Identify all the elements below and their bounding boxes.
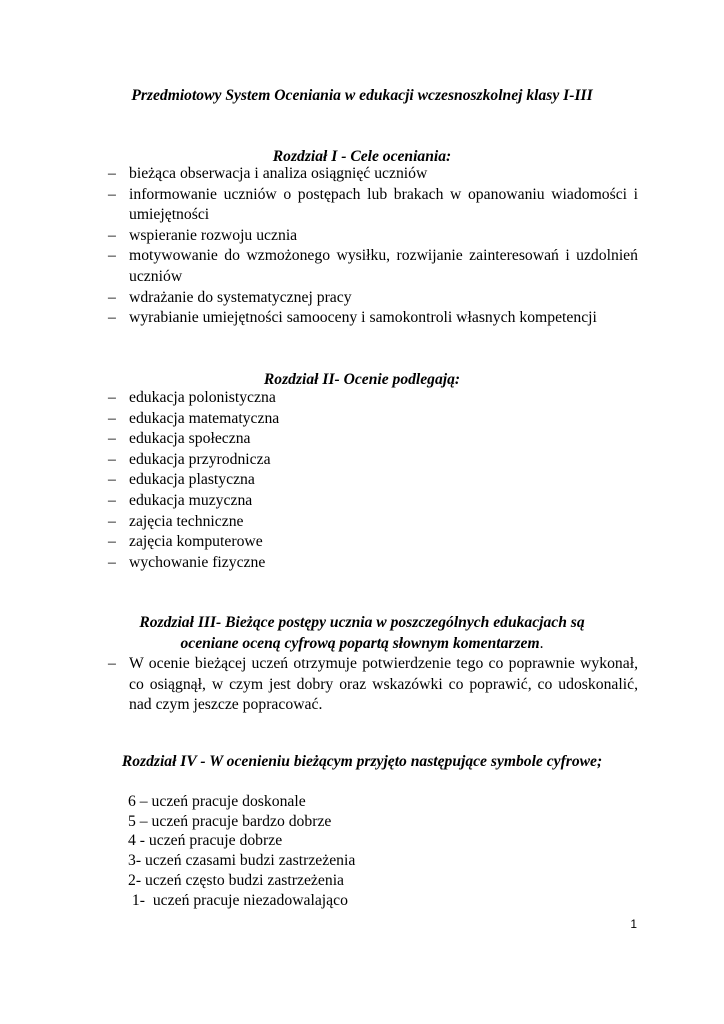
list-item: – wychowanie fizyczne (108, 553, 638, 574)
list-item: – edukacja społeczna (108, 429, 638, 450)
section-3-list (108, 654, 638, 716)
list-item: – wdrażanie do systematycznej pracy (108, 288, 638, 309)
grade-item: 6 – uczeń pracuje doskonale (128, 793, 306, 810)
list-item: – bieżąca obserwacja i analiza osiągnięć uczniów (108, 164, 638, 185)
grade-item: 2- uczeń często budzi zastrzeżenia (128, 871, 345, 889)
section-3-heading-line-1: Rozdział III- Bieżące postępy ucznia w poszczególnych edukacjach są (139, 614, 585, 631)
section-2-heading: Rozdział II- Ocenie podlegają: (263, 371, 461, 388)
list-item: – W ocenie bieżącej uczeń otrzymuje potwierdzenie tego co poprawnie wykonał, co osiągnął, w czym jest dobry oraz wskazówki co poprawić, co udoskonalić, nad czym jeszcze popracować. (108, 654, 638, 716)
grade-item: 4 - uczeń pracuje dobrze (128, 832, 283, 850)
list-item: – wyrabianie umiejętności samooceny i samokontroli własnych kompetencji (108, 308, 638, 329)
section-1-list (108, 164, 638, 329)
list-item: – edukacja plastyczna (108, 470, 638, 491)
grade-item: 3- uczeń czasami budzi zastrzeżenia (128, 852, 356, 870)
list-item: – edukacja muzyczna (108, 491, 638, 512)
list-item: – zajęcia komputerowe (108, 532, 638, 553)
section-3-heading-line-2 (0, 634, 724, 655)
list-item: – edukacja polonistyczna (108, 388, 638, 409)
document-title: Przedmiotowy System Oceniania w edukacji wczesnoszkolnej klasy I-III (131, 87, 593, 104)
grade-item: 5 – uczeń pracuje bardzo dobrze (128, 812, 332, 830)
section-2-list (108, 388, 638, 573)
grade-symbols-list (128, 792, 355, 910)
list-item: – edukacja matematyczna (108, 409, 638, 430)
list-item: – wspieranie rozwoju ucznia (108, 226, 638, 247)
list-item: – edukacja przyrodnicza (108, 450, 638, 471)
list-item: – informowanie uczniów o postępach lub brakach w opanowaniu wiadomości i umiejętności (108, 185, 638, 226)
list-item: – motywowanie do wzmożonego wysiłku, rozwijanie zainteresowań i uzdolnień uczniów (108, 246, 638, 287)
section-3-heading-period: . (539, 634, 544, 652)
page-number: 1 (630, 917, 637, 931)
list-item: – zajęcia techniczne (108, 512, 638, 533)
section-4-heading: Rozdział IV - W ocenieniu bieżącym przyjęto następujące symbole cyfrowe; (121, 753, 603, 770)
section-1-heading: Rozdział I - Cele oceniania: (272, 148, 452, 165)
section-3-heading (0, 613, 724, 654)
grade-item: 1- uczeń pracuje niezadowalająco (128, 891, 348, 909)
section-3-heading-line-2-text: oceniane oceną cyfrową popartą słownym komentarzem (180, 634, 540, 652)
